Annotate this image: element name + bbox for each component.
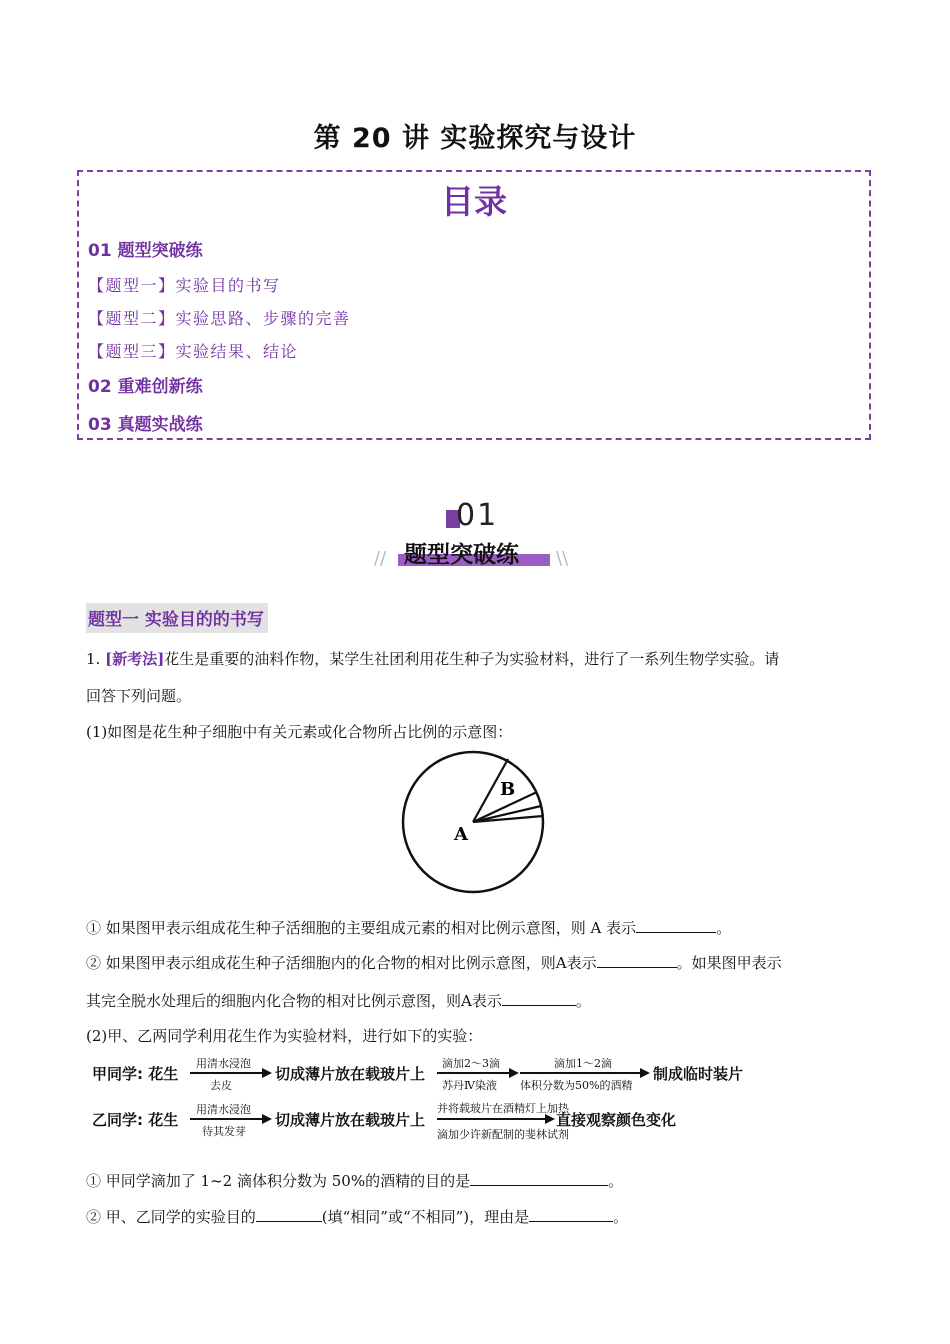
answer-blank-3[interactable]	[502, 990, 576, 1006]
sub-question-1: ① 如果图甲表示组成花生种子活细胞的主要组成元素的相对比例示意图，则 A 表示 。	[86, 919, 732, 937]
question-type-heading: 题型一 实验目的的书写	[86, 603, 268, 633]
flow-jia	[92, 1053, 792, 1097]
flow-jia-arrow2-top: 滴加2～3滴	[442, 1057, 500, 1070]
flow-jia-arrow2	[437, 1067, 519, 1079]
table-of-contents	[77, 170, 871, 440]
sub-question-3: ① 甲同学滴加了 1~2 滴体积分数为 50%的酒精的目的是 。	[86, 1172, 624, 1190]
flow-jia-arrow3-top: 滴加1～2滴	[554, 1057, 612, 1070]
flow-jia-arrow1-bottom: 去皮	[210, 1079, 232, 1092]
toc-item-02[interactable]: 02 重难创新练	[88, 377, 203, 397]
question-tag: [新考法]	[105, 650, 165, 668]
pie-label-a: A	[454, 824, 468, 845]
toc-heading: 目录	[441, 182, 507, 221]
answer-blank-5[interactable]	[256, 1206, 322, 1222]
question-stem: 花生是重要的油料作物，某学生社团利用花生种子为实验材料，进行了一系列生物学实验。请	[164, 650, 780, 668]
flow-yi	[92, 1099, 792, 1143]
flow-yi-label: 乙同学: 花生	[92, 1111, 179, 1129]
question-stem-line2: 回答下列问题。	[86, 687, 192, 705]
flow-jia-step2: 制成临时装片	[653, 1065, 744, 1083]
toc-item-type2[interactable]: 【题型二】实验思路、步骤的完善	[88, 309, 351, 328]
flow-yi-step2: 直接观察颜色变化	[556, 1111, 677, 1129]
section-number: 01	[456, 498, 499, 533]
question-part1: (1)如图是花生种子细胞中有关元素或化合物所占比例的示意图：	[86, 723, 513, 741]
section-badge	[370, 496, 580, 580]
flow-jia-label: 甲同学: 花生	[92, 1065, 179, 1083]
flow-jia-step1: 切成薄片放在载玻片上	[275, 1065, 426, 1083]
section-name: 题型突破练	[404, 542, 519, 568]
answer-blank-1[interactable]	[636, 917, 716, 933]
answer-blank-4[interactable]	[470, 1170, 608, 1186]
flow-jia-arrow3	[520, 1067, 650, 1079]
flow-jia-arrow1	[190, 1067, 272, 1079]
flow-yi-step1: 切成薄片放在载玻片上	[275, 1111, 426, 1129]
flow-jia-arrow1-top: 用清水浸泡	[196, 1057, 251, 1070]
question-part2: (2)甲、乙两同学利用花生作为实验材料，进行如下的实验：	[86, 1027, 483, 1045]
sub-question-2: ② 如果图甲表示组成花生种子活细胞内的化合物的相对比例示意图，则A表示 。如果图甲表示	[86, 954, 782, 972]
flow-yi-arrow2	[437, 1113, 555, 1125]
flow-yi-arrow2-top: 并将载玻片在酒精灯上加热	[437, 1102, 569, 1115]
toc-item-type1[interactable]: 【题型一】实验目的书写	[88, 276, 281, 295]
answer-blank-2[interactable]	[597, 952, 677, 968]
toc-item-type3[interactable]: 【题型三】实验结果、结论	[88, 342, 299, 361]
flow-yi-arrow1-top: 用清水浸泡	[196, 1103, 251, 1116]
pie-diagram	[400, 748, 550, 896]
decor-slash-right: \\	[556, 548, 569, 569]
flow-yi-arrow1	[190, 1113, 272, 1125]
flow-jia-arrow3-bottom: 体积分数为50%的酒精	[520, 1079, 633, 1092]
toc-item-01[interactable]: 01 题型突破练	[88, 241, 203, 261]
page-title: 第 20 讲 实验探究与设计	[313, 123, 637, 154]
sub-question-2-line2: 其完全脱水处理后的细胞内化合物的相对比例示意图，则A表示 。	[86, 992, 591, 1010]
flow-jia-arrow2-bottom: 苏丹Ⅳ染液	[442, 1079, 497, 1092]
flow-yi-arrow1-bottom: 待其发芽	[202, 1125, 246, 1138]
question-number: 1.	[86, 650, 101, 668]
answer-blank-6[interactable]	[529, 1206, 613, 1222]
sub-question-4: ② 甲、乙同学的实验目的 (填“相同”或“不相同”)，理由是 。	[86, 1208, 629, 1226]
decor-slash-left: //	[374, 548, 387, 569]
flow-yi-arrow2-bottom: 滴加少许新配制的斐林试剂	[437, 1128, 569, 1141]
pie-label-b: B	[500, 779, 516, 800]
toc-item-03[interactable]: 03 真题实战练	[88, 415, 203, 435]
question-stem-line1	[86, 648, 779, 669]
